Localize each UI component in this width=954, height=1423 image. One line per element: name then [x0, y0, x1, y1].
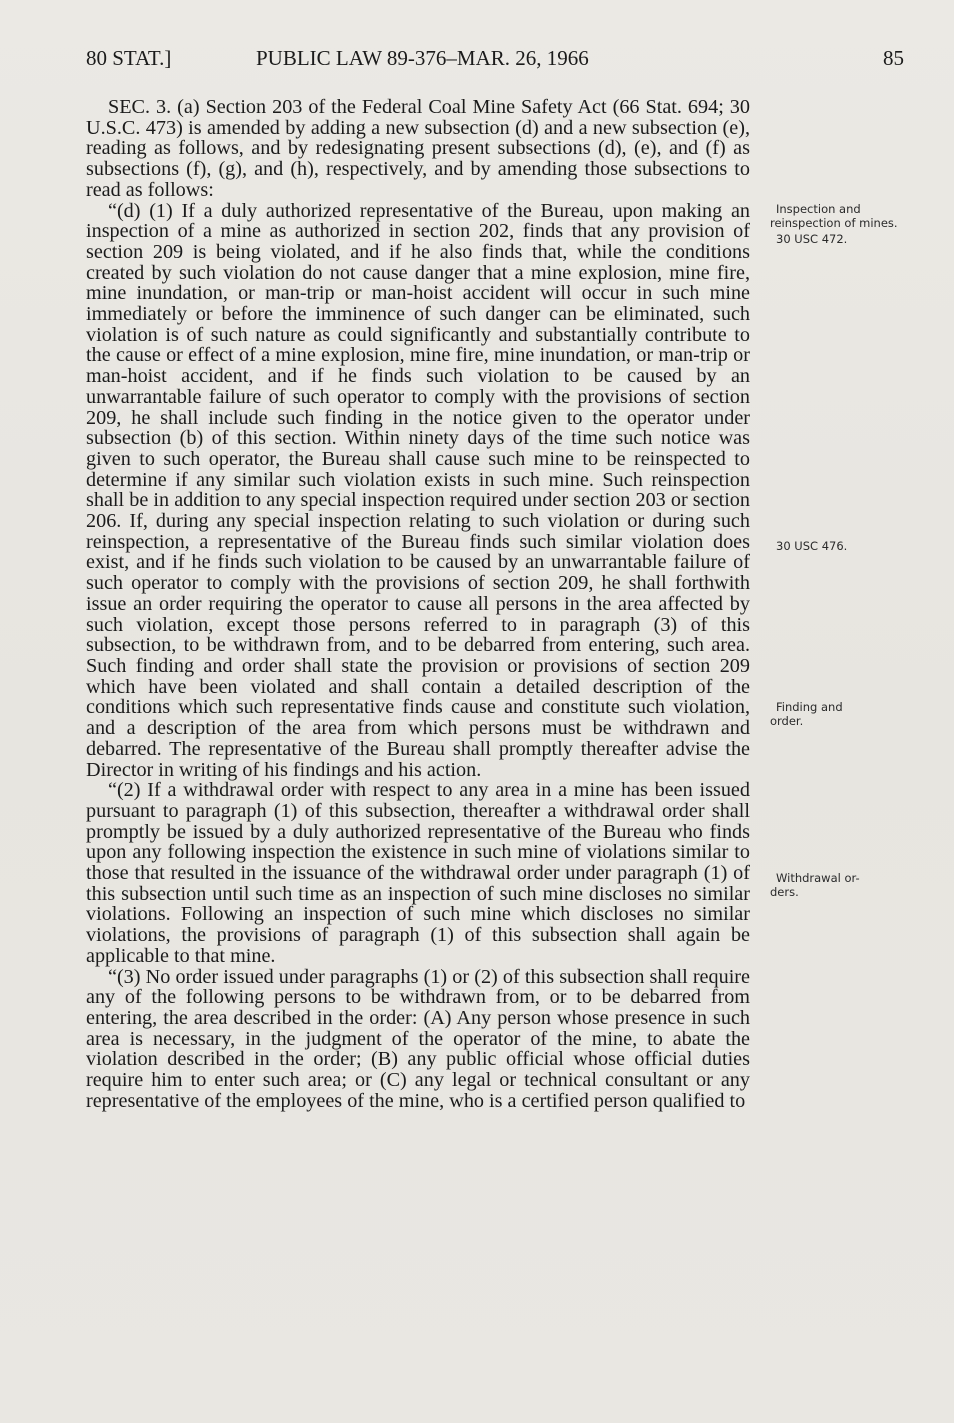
page-title: PUBLIC LAW 89-376–MAR. 26, 1966	[256, 46, 589, 70]
margin-note-finding	[770, 700, 906, 728]
margin-note-heading: Withdrawal or-	[776, 871, 860, 885]
margin-note-continuation: ders.	[770, 885, 799, 899]
body-text	[86, 97, 750, 1111]
margin-note-citation-476	[776, 537, 906, 553]
margin-note-continuation: reinspection of mines.	[770, 216, 898, 230]
stat-label: 80 STAT.]	[86, 46, 172, 70]
paragraph-d-1: “(d) (1) If a duly authorized representative of the Bureau, upon making an inspection of a mine as authorized in section 202, finds that any provision of section 209 is being violated, and if he also finds that, while the conditions created by such violation do not cause danger that a mine explosion, mine fire, mine inundation, or man-trip or man-hoist accident will occur in such mine immediately or before the imminence of such danger can be eliminated, such violation is of such nature as could significantly and substantially contribute to the cause or effect of a mine explosion, mine fire, mine inundation, or man-trip or man-hoist accident, and if he finds such violation to be caused by an unwarrantable failure of such operator to comply with the provisions of section 209, he shall include such finding in the notice given to the operator under subsection (b) of this section. Within ninety days of the time such notice was given to such operator, the Bureau shall cause such mine to be reinspected to determine if any similar such violation exists in such mine. Such reinspection shall be in addition to any special inspection required under section 203 or section 206. If, during any special inspection relating to such violation or during such reinspection, a representative of the Bureau finds such similar violation does exist, and if he finds such violation to be caused by an unwarrantable failure of such operator to comply with the provisions of section 209, he shall forthwith issue an order requiring the operator to cause all persons in the area affected by such violation, except those persons referred to in paragraph (3) of this subsection, to be withdrawn from, and to be debarred from entering, such area. Such finding and order shall state the provision or provisions of section 209 which have been violated and shall contain a detailed description of the conditions which such representative finds cause and constitute such violation, and a description of the area from which persons must be withdrawn and debarred. The representative of the Bureau shall promptly thereafter advise the Director in writing of his findings and his action.	[86, 199, 750, 781]
margin-note-heading: Finding and	[776, 700, 843, 714]
margin-note-heading: Inspection and	[776, 202, 861, 216]
paragraph-sec-3: SEC. 3. (a) Section 203 of the Federal Coal Mine Safety Act (66 Stat. 694; 30 U.S.C. 473) is amended by adding a new subsection (d) and a new subsection (e), reading as follows, and by redesignating present subsections (d), (e), and (f) as subsections (f), (g), and (h), respectively, and by amending those subsections to read as follows:	[86, 96, 750, 201]
paragraph-d-3: “(3) No order issued under paragraphs (1) or (2) of this subsection shall require any of the following persons to be withdrawn from, or to be debarred from entering, the area described in the order: (A) Any person whose presence in such area is necessary, in the judgment of the operator of the mine, to abate the violation described in the order; (B) any public official whose official duties require him to enter such area; or (C) any legal or technical consultant or any representative of the employees of the mine, who is a certified person qualified to	[86, 965, 750, 1112]
margin-note-inspection	[770, 202, 906, 246]
margin-note-withdrawal	[770, 871, 906, 899]
page-number: 85	[883, 46, 904, 70]
paragraph-d-2: “(2) If a withdrawal order with respect to any area in a mine has been issued pursuant to paragraph (1) of this subsection, thereafter a withdrawal order shall promptly be issued by a duly authorized representative of the Bureau who finds upon any following inspection the existence in such mine of violations similar to those that resulted in the issuance of the withdrawal order under paragraph (1) of this subsection until such time as an inspection of such mine discloses no similar violations. Following an inspection of such mine which discloses no similar violations, the provisions of paragraph (1) of this subsection shall again be applicable to that mine.	[86, 779, 750, 967]
margin-note-citation: 30 USC 476.	[776, 539, 848, 553]
margin-note-citation: 30 USC 472.	[776, 232, 848, 246]
margin-note-continuation: order.	[770, 714, 804, 728]
page-header	[86, 46, 904, 76]
